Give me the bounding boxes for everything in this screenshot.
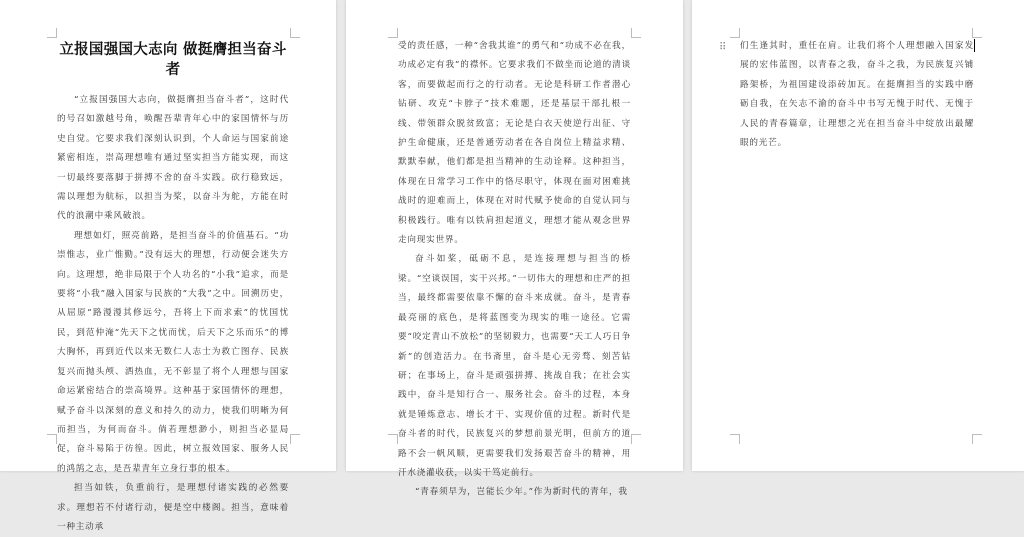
margin-mark-bottom-right bbox=[972, 434, 982, 444]
margin-mark-bottom-left bbox=[388, 434, 398, 444]
text-cursor bbox=[974, 39, 975, 52]
paragraph: 奋斗如桨，砥砺不息，是连接理想与担当的桥梁。“空谈误国，实干兴邦。”一切伟大的理想和庄严的担当，最终都需要依靠不懈的奋斗来成就。奋斗，是青春最亮丽的底色，是将蓝图变为现实的唯一途径。它需要“咬定青山不放松”的坚韧毅力，也需要“天工人巧日争新”的创造活力。在书斋里，奋斗是心无旁骛、刻苦钻研；在事场上，奋斗是顽强拼搏、挑战自我；在社会实践中，奋斗是知行合一、服务社会。奋斗的过程，本身就是锤炼意志、增长才干、实现价值的过程。新时代是奋斗者的时代，民族复兴的梦想前景光明，但前方的道路不会一帆风顺，更需要我们发扬艰苦奋斗的精神，用汗水浇灌收获，以实干笃定前行。 bbox=[398, 254, 631, 478]
document-title: 立报国强国大志向 做挺膺担当奋斗者 bbox=[59, 41, 287, 78]
margin-mark-bottom-left bbox=[47, 434, 57, 444]
margin-mark-bottom-left bbox=[730, 434, 740, 444]
margin-mark-bottom-right bbox=[290, 434, 300, 444]
paragraph: 受的责任感，一种“舍我其谁”的勇气和“功成不必在我，功成必定有我”的襟怀。它要求我们不做坐而论道的清谈客，而要做起而行之的行动者。无论是科研工作者潜心钻研、攻克“卡脖子”技术难题，还是基层干部扎根一线、带领群众脱贫致富；无论是白衣天使逆行出征、守护生命健康，还是普通劳动者在各自岗位上精益求精、默默奉献，他们都是担当精神的生动诠释。这种担当，体现在日常学习工作中的恪尽职守，体现在面对困难挑战时的迎难而上，体现在对时代赋予使命的自觉认同与积极践行。唯有以铁肩担起道义，理想才能从观念世界走向现实世界。 bbox=[398, 41, 631, 246]
margin-mark-top-left bbox=[388, 28, 398, 38]
document-page-3[interactable] bbox=[692, 0, 1024, 471]
margin-mark-top-right bbox=[290, 28, 300, 38]
margin-mark-bottom-right bbox=[631, 434, 641, 444]
paragraph: “青春须早为，岂能长少年。”作为新时代的青年，我 bbox=[415, 487, 628, 498]
page-3-body[interactable] bbox=[740, 37, 974, 153]
drag-handle-icon[interactable]: ⠿ bbox=[719, 42, 727, 53]
document-page-1[interactable] bbox=[0, 0, 336, 532]
document-page-2[interactable] bbox=[346, 0, 683, 498]
paragraph: 理想如灯，照亮前路，是担当奋斗的价值基石。“功崇惟志，业广惟勤。”没有远大的理想，行动便会迷失方向。这理想，绝非局限于个人功名的“小我”追求，而是要将“小我”融入国家与民族的“大我”之中。回溯历史，从屈原“路漫漫其修远兮，吾将上下而求索”的忧国忧民，到范仲淹“先天下之忧而忧，后天下之乐而乐”的博大胸怀，再到近代以来无数仁人志士为救亡图存、民族复兴而抛头颅、洒热血，无不彰显了将个人理想与国家命运紧密结合的崇高境界。这种基于家国情怀的理想，赋予奋斗以深刻的意义和持久的动力，使我们明晰为何而担当，为何而奋斗。倘若理想渺小，则担当必显局促，奋斗易陷于彷徨。因此，树立报效国家、服务人民的鸿鹄之志，是吾辈青年立身行事的根本。 bbox=[57, 230, 289, 474]
page-2-body[interactable] bbox=[398, 37, 631, 503]
paragraph: 担当如铁，负重前行，是理想付诸实践的必然要求。理想若不付诸行动，便是空中楼阁。担当，意味着一种主动承 bbox=[57, 483, 289, 532]
margin-mark-top-right bbox=[631, 28, 641, 38]
paragraph: 们生逢其时，重任在肩。让我们将个人理想融入国家发展的宏伟蓝图，以青春之我，奋斗之我，为民族复兴铺路架桥，为祖国建设添砖加瓦。在挺膺担当的实践中磨砺自我，在矢志不渝的奋斗中书写无愧于时代、无愧于人民的青春篇章，让理想之光在担当奋斗中绽放出最耀眼的光芒。 bbox=[740, 41, 974, 149]
paragraph: “立报国强国大志向，做挺膺担当奋斗者”，这时代的号召如激越号角，唤醒吾辈青年心中的家国情怀与历史自觉。它要求我们深刻认识到，个人命运与国家前途紧密相连，崇高理想唯有通过坚实担当方能实现，而这一切最终要落脚于拼搏不舍的奋斗实践。砍行稳致远，需以理想为航标，以担当为桨，以奋斗为舵，方能在时代的浪潮中乘风破浪。 bbox=[57, 95, 289, 222]
margin-mark-top-left bbox=[47, 28, 57, 38]
margin-mark-top-left bbox=[730, 28, 740, 38]
page-1-body[interactable] bbox=[57, 40, 289, 537]
